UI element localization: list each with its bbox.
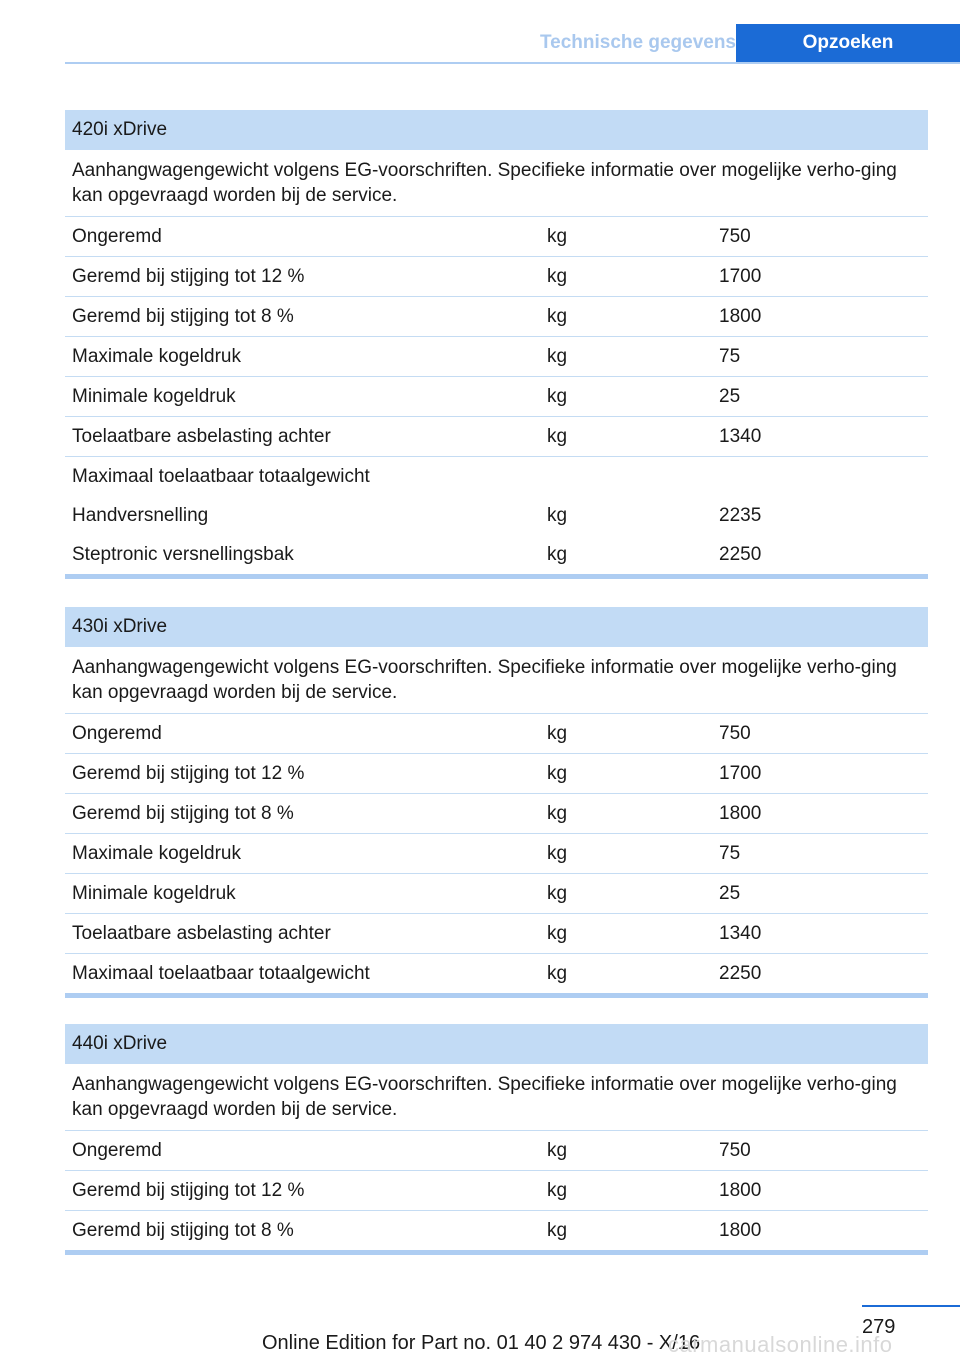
row-label: Geremd bij stijging tot 8 %: [72, 803, 294, 824]
row-unit: kg: [547, 306, 568, 327]
row-value: 1800: [719, 1180, 762, 1201]
table-title: 430i xDrive: [65, 607, 928, 647]
table-row: [65, 535, 928, 574]
spec-table-440i: [65, 1024, 928, 1255]
page-header: [65, 24, 960, 64]
row-unit: kg: [547, 1220, 568, 1241]
row-value: 1800: [719, 1220, 762, 1241]
row-unit: kg: [547, 346, 568, 367]
row-label: Geremd bij stijging tot 8 %: [72, 306, 294, 327]
table-row: [65, 754, 928, 794]
row-unit: kg: [547, 883, 568, 904]
row-label: Geremd bij stijging tot 12 %: [72, 1180, 305, 1201]
table-title: 440i xDrive: [65, 1024, 928, 1064]
row-value: 750: [719, 723, 751, 744]
section-tab[interactable]: Technische gegevens: [539, 32, 736, 53]
table-row: [65, 874, 928, 914]
table-row: [65, 714, 928, 754]
row-unit: kg: [547, 843, 568, 864]
table-group-label-row: [65, 457, 928, 496]
row-unit: kg: [547, 763, 568, 784]
edition-note: Online Edition for Part no. 01 40 2 974 430 - X/16: [262, 1332, 701, 1354]
table-row: [65, 496, 928, 535]
row-value: 2250: [719, 963, 762, 984]
row-label: Handversnelling: [72, 505, 209, 526]
row-label: Ongeremd: [72, 1140, 162, 1161]
row-value: 75: [719, 843, 741, 864]
chapter-tab-active[interactable]: Opzoeken: [736, 24, 960, 62]
group-label: Maximaal toelaatbaar totaalgewicht: [72, 466, 370, 487]
row-value: 75: [719, 346, 741, 367]
row-label: Geremd bij stijging tot 12 %: [72, 763, 305, 784]
row-value: 750: [719, 1140, 751, 1161]
table-row: [65, 914, 928, 954]
table-row: [65, 794, 928, 834]
table-bottom-rule: [65, 574, 928, 579]
row-label: Maximale kogeldruk: [72, 843, 241, 864]
row-value: 1700: [719, 266, 762, 287]
table-description: Aanhangwagengewicht volgens EG-voorschriften. Specifieke informatie over mogelijke verho-ging kan opgevraagd worden bij de service.: [65, 1064, 928, 1131]
page-number-rule: [862, 1305, 960, 1307]
watermark: carmanualsonline.info: [668, 1332, 893, 1357]
row-unit: kg: [547, 963, 568, 984]
row-unit: kg: [547, 803, 568, 824]
row-unit: kg: [547, 505, 568, 526]
page-number: 279: [862, 1316, 896, 1338]
table-row: [65, 1171, 928, 1211]
row-value: 25: [719, 883, 741, 904]
table-description: Aanhangwagengewicht volgens EG-voorschriften. Specifieke informatie over mogelijke verho-ging kan opgevraagd worden bij de service.: [65, 150, 928, 217]
row-value: 750: [719, 226, 751, 247]
row-value: 1700: [719, 763, 762, 784]
table-row: [65, 377, 928, 417]
row-unit: kg: [547, 426, 568, 447]
table-row: [65, 417, 928, 457]
row-unit: kg: [547, 544, 568, 565]
table-row: [65, 1131, 928, 1171]
row-value: 2235: [719, 505, 762, 526]
row-label: Maximaal toelaatbaar totaalgewicht: [72, 963, 370, 984]
row-unit: kg: [547, 386, 568, 407]
row-unit: kg: [547, 723, 568, 744]
spec-table-420i: [65, 110, 928, 579]
row-label: Minimale kogeldruk: [72, 883, 236, 904]
row-value: 1340: [719, 426, 762, 447]
table-description: Aanhangwagengewicht volgens EG-voorschriften. Specifieke informatie over mogelijke verho-ging kan opgevraagd worden bij de service.: [65, 647, 928, 714]
table-bottom-rule: [65, 993, 928, 998]
table-row: [65, 834, 928, 874]
row-value: 1800: [719, 803, 762, 824]
row-label: Geremd bij stijging tot 12 %: [72, 266, 305, 287]
row-value: 25: [719, 386, 741, 407]
table-row: [65, 1211, 928, 1250]
row-value: 1800: [719, 306, 762, 327]
row-label: Ongeremd: [72, 226, 162, 247]
row-value: 2250: [719, 544, 762, 565]
row-label: Geremd bij stijging tot 8 %: [72, 1220, 294, 1241]
row-unit: kg: [547, 226, 568, 247]
row-label: Steptronic versnellingsbak: [72, 544, 294, 565]
row-unit: kg: [547, 1140, 568, 1161]
table-row: [65, 297, 928, 337]
table-row: [65, 217, 928, 257]
row-label: Minimale kogeldruk: [72, 386, 236, 407]
row-label: Toelaatbare asbelasting achter: [72, 426, 331, 447]
row-unit: kg: [547, 1180, 568, 1201]
spec-table-430i: [65, 607, 928, 998]
table-row: [65, 337, 928, 377]
table-title: 420i xDrive: [65, 110, 928, 150]
row-value: 1340: [719, 923, 762, 944]
table-row: [65, 954, 928, 993]
row-label: Toelaatbare asbelasting achter: [72, 923, 331, 944]
row-unit: kg: [547, 266, 568, 287]
table-row: [65, 257, 928, 297]
row-unit: kg: [547, 923, 568, 944]
table-bottom-rule: [65, 1250, 928, 1255]
row-label: Maximale kogeldruk: [72, 346, 241, 367]
row-label: Ongeremd: [72, 723, 162, 744]
